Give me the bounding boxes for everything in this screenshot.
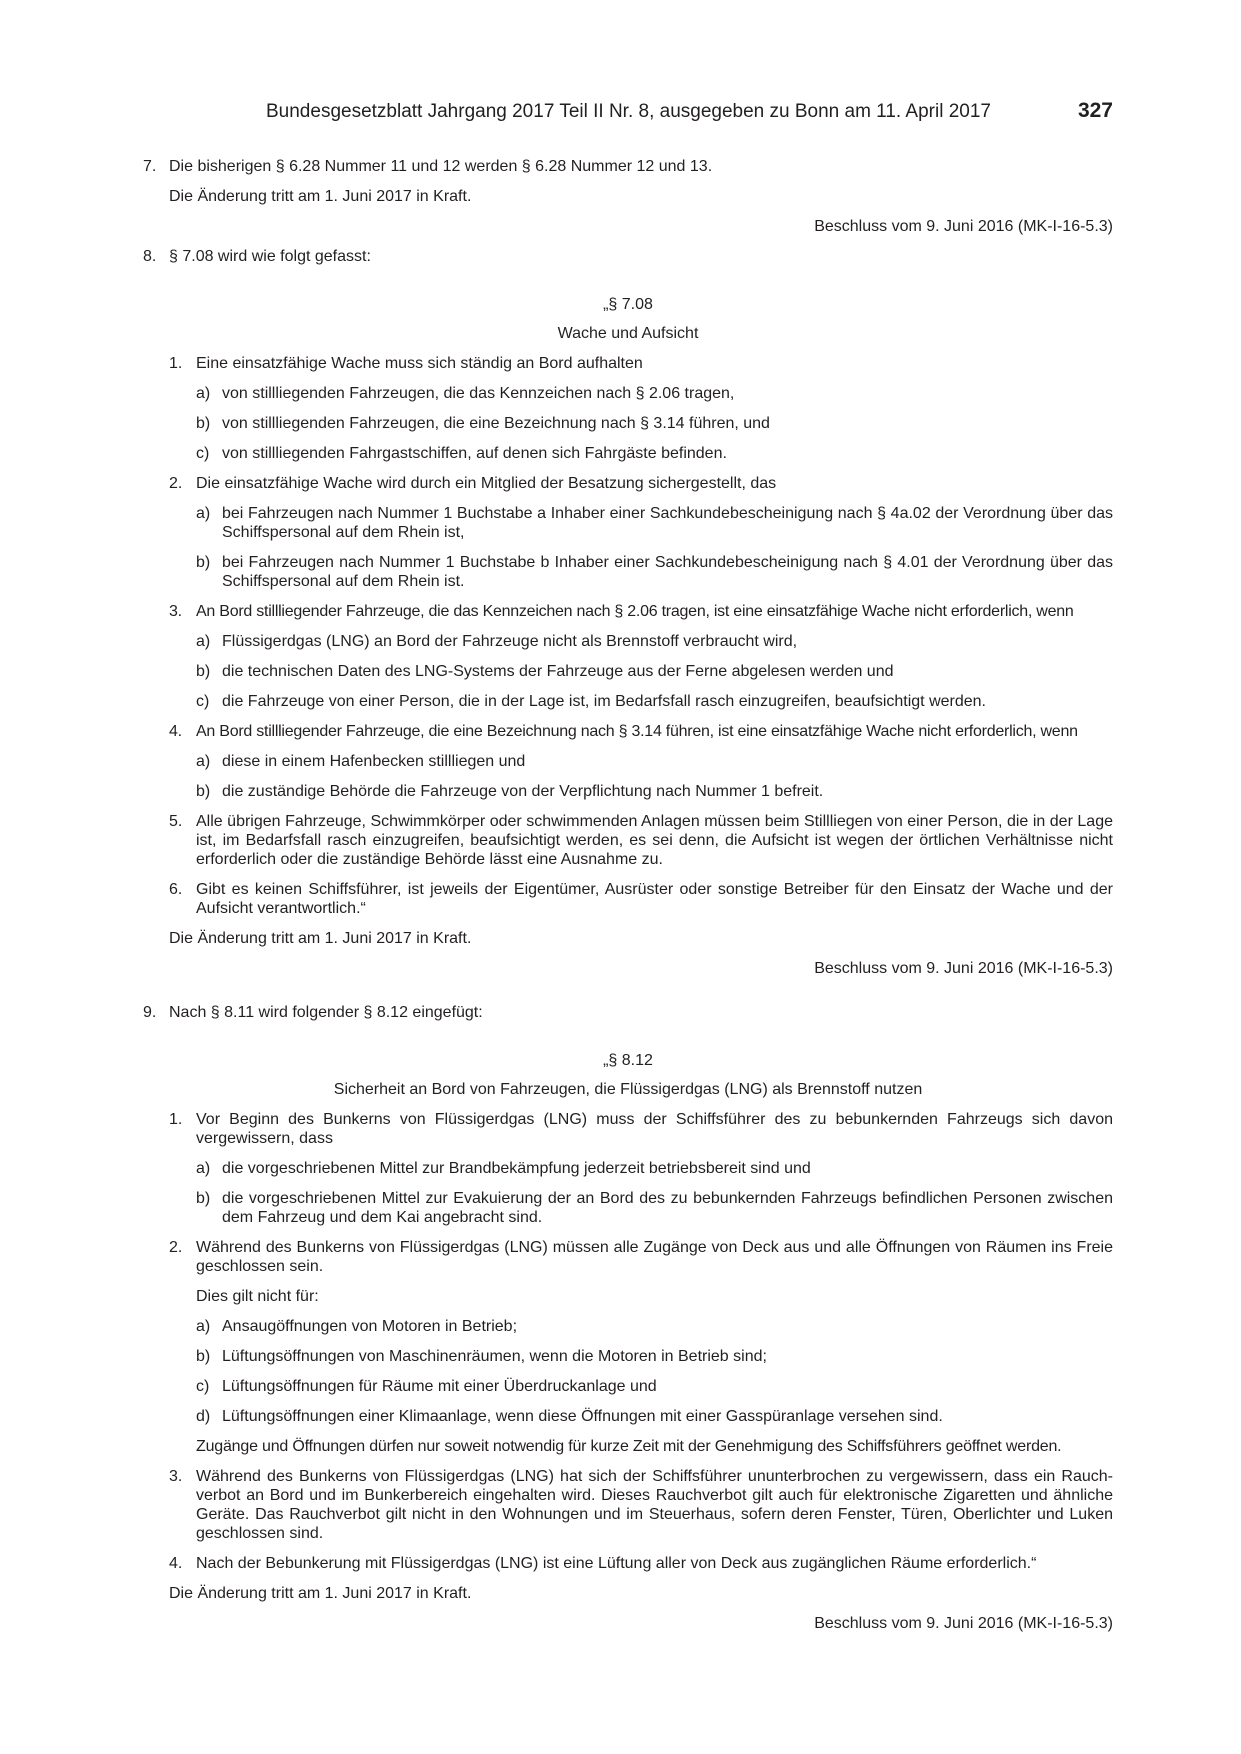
subpoint-text: die Fahrzeuge von einer Person, die in der Lage ist, im Bedarfsfall rasch einzugreifen, beaufsichtigt werden.: [222, 693, 986, 710]
item-text: § 7.08 wird wie folgt gefasst:: [169, 248, 371, 265]
page-number: 327: [1077, 99, 1113, 122]
change-note: Die Änderung tritt am 1. Juni 2017 in Kraft.: [169, 930, 472, 947]
decision-reference: Beschluss vom 9. Juni 2016 (MK-I-16-5.3): [814, 1615, 1113, 1632]
point-number: 6.: [169, 881, 183, 898]
subpoint-letter: b): [196, 1348, 211, 1365]
subpoint-text: die zuständige Behörde die Fahrzeuge von der Verpflichtung nach Nummer 1 befreit.: [222, 783, 824, 800]
item-7: [143, 157, 1113, 176]
subpoint-letter: b): [196, 1190, 211, 1207]
point-4: [143, 1554, 1113, 1573]
subpoint-letter: c): [196, 1378, 210, 1395]
subpoint-text: Flüssigerdgas (LNG) an Bord der Fahrzeuge nicht als Brennstoff verbraucht wird,: [222, 633, 798, 650]
subpoint-text: von stillliegenden Fahrgastschiffen, auf denen sich Fahrgäste befinden.: [222, 445, 727, 462]
item-text: Nach § 8.11 wird folgender § 8.12 eingefügt:: [169, 1004, 483, 1021]
point-6: [143, 880, 1113, 918]
point-2: [143, 474, 1113, 493]
point-number: 4.: [169, 1555, 183, 1572]
subpoint-text: Lüftungsöffnungen einer Klimaanlage, wenn diese Öffnungen mit einer Gasspüranlage versehen sind.: [222, 1408, 943, 1425]
item-number: 8.: [143, 248, 157, 265]
point-number: 4.: [169, 723, 182, 740]
header-title: Bundesgesetzblatt Jahrgang 2017 Teil II Nr. 8, ausgegeben zu Bonn am 11. April 2017: [266, 101, 991, 122]
change-note: Die Änderung tritt am 1. Juni 2017 in Kraft.: [169, 1585, 472, 1602]
point-number: 5.: [169, 813, 183, 830]
section-number: „§ 7.08: [603, 296, 653, 313]
subpoint-text: diese in einem Hafenbecken stillliegen und: [222, 753, 526, 770]
subpoint-text: bei Fahrzeugen nach Nummer 1 Buchstabe b Inhaber einer Sachkundebescheinigung nach § 4.01 der Verordnung über das Schiffspersonal auf dem Rhein ist.: [222, 554, 1113, 590]
point-number: 3.: [169, 1468, 183, 1485]
subpoint: [143, 504, 1113, 542]
subpoint: [143, 632, 1113, 651]
subpoint: [143, 444, 1113, 463]
decision-reference: Beschluss vom 9. Juni 2016 (MK-I-16-5.3): [814, 218, 1113, 235]
subpoint-letter: b): [196, 554, 211, 571]
point-1: [143, 1110, 1113, 1148]
item-number: 7.: [143, 158, 157, 175]
subpoint: [143, 692, 1113, 711]
point-number: 1.: [169, 1111, 183, 1128]
item-text: Die bisherigen § 6.28 Nummer 11 und 12 werden § 6.28 Nummer 12 und 13.: [169, 158, 713, 175]
point-text: An Bord stillliegender Fahrzeuge, die das Kennzeichen nach § 2.06 tragen, ist eine einsatzfähige Wache nicht erforderlich, wenn: [196, 603, 1074, 620]
subpoint-letter: b): [196, 415, 211, 432]
item-9: [143, 1003, 1113, 1022]
document-body: [143, 157, 1113, 1644]
subpoint-text: von stillliegenden Fahrzeugen, die das Kennzeichen nach § 2.06 tragen,: [222, 385, 735, 402]
subpoint: [143, 1317, 1113, 1336]
point-3: [143, 1467, 1113, 1543]
subpoint-text: bei Fahrzeugen nach Nummer 1 Buchstabe a Inhaber einer Sachkundebescheinigung nach § 4a.02 der Verordnung über das Schiffspersonal auf dem Rhein ist,: [222, 505, 1113, 541]
subpoint-letter: c): [196, 445, 210, 462]
item-number: 9.: [143, 1004, 157, 1021]
subpoint-text: die vorgeschriebenen Mittel zur Evakuierung der an Bord des zu bebunkernden Fahrzeugs befindlichen Personen zwischen dem Fahrzeug und dem Kai angebracht sind.: [222, 1190, 1113, 1226]
subpoint-letter: a): [196, 1160, 211, 1177]
subpoint: [143, 384, 1113, 403]
subpoint: [143, 553, 1113, 591]
subpoint-text: die technischen Daten des LNG-Systems der Fahrzeuge aus der Ferne abgelesen werden und: [222, 663, 894, 680]
subpoint-letter: b): [196, 783, 211, 800]
subpoint-text: Lüftungsöffnungen von Maschinenräumen, wenn die Motoren in Betrieb sind;: [222, 1348, 767, 1365]
subpoint: [143, 752, 1113, 771]
change-note: Die Änderung tritt am 1. Juni 2017 in Kraft.: [169, 188, 472, 205]
point-text: Vor Beginn des Bunkerns von Flüssigerdgas (LNG) muss der Schiffsführer des zu bebunkernden Fahrzeugs sich davon vergewissern, dass: [196, 1111, 1113, 1147]
subpoint-letter: a): [196, 753, 211, 770]
point-number: 2.: [169, 475, 183, 492]
point-number: 2.: [169, 1239, 183, 1256]
point-text: Während des Bunkerns von Flüssigerdgas (LNG) hat sich der Schiffsführer ununterbrochen zu vergewissern, dass ein Rauch-verbot an Bord und im Bunkerbereich eingehalten wird. Dieses Rauchverbot gilt auch für elektronische Zigaretten und ähnliche Geräte. Das Rauchverbot gilt nicht in den Wohnungen und im Steuerhaus, sofern deren Fenster, Türen, Oberlichter und Luken geschlossen sind.: [196, 1468, 1113, 1542]
subpoint: [143, 1347, 1113, 1366]
point-text: Nach der Bebunkerung mit Flüssigerdgas (LNG) ist eine Lüftung aller von Deck aus zugänglichen Räume erforderlich.“: [196, 1555, 1037, 1572]
subpoint-letter: a): [196, 505, 211, 522]
point-1: [143, 354, 1113, 373]
point-5: [143, 812, 1113, 869]
subpoint-letter: a): [196, 633, 211, 650]
subpoint-letter: c): [196, 693, 210, 710]
subpoint-letter: a): [196, 385, 211, 402]
subpoint-letter: d): [196, 1408, 211, 1425]
point-text: Eine einsatzfähige Wache muss sich ständig an Bord aufhalten: [196, 355, 643, 372]
subpoint: [143, 1407, 1113, 1426]
subpoint: [143, 782, 1113, 801]
subpoint: [143, 1159, 1113, 1178]
closing-note: Zugänge und Öffnungen dürfen nur soweit notwendig für kurze Zeit mit der Genehmigung des Schiffsführers geöffnet werden.: [196, 1438, 1062, 1455]
point-text: An Bord stillliegender Fahrzeuge, die eine Bezeichnung nach § 3.14 führen, ist eine einsatzfähige Wache nicht erforderlich, wenn: [196, 723, 1078, 740]
page-header: [266, 100, 1113, 126]
section-title: Wache und Aufsicht: [557, 325, 699, 342]
section-number: „§ 8.12: [603, 1052, 653, 1069]
item-8: [143, 247, 1113, 266]
exception-intro: Dies gilt nicht für:: [196, 1288, 319, 1305]
subpoint-text: Ansaugöffnungen von Motoren in Betrieb;: [222, 1318, 518, 1335]
subpoint-text: von stillliegenden Fahrzeugen, die eine Bezeichnung nach § 3.14 führen, und: [222, 415, 770, 432]
subpoint-letter: a): [196, 1318, 211, 1335]
subpoint: [143, 662, 1113, 681]
point-2: [143, 1238, 1113, 1276]
subpoint-text: Lüftungsöffnungen für Räume mit einer Überdruckanlage und: [222, 1378, 657, 1395]
point-text: Gibt es keinen Schiffsführer, ist jeweils der Eigentümer, Ausrüster oder sonstige Betreiber für den Einsatz der Wache und der Aufsicht verantwortlich.“: [196, 881, 1113, 917]
subpoint-text: die vorgeschriebenen Mittel zur Brandbekämpfung jederzeit betriebsbereit sind und: [222, 1160, 811, 1177]
decision-reference: Beschluss vom 9. Juni 2016 (MK-I-16-5.3): [814, 960, 1113, 977]
point-4: [143, 722, 1113, 741]
subpoint-letter: b): [196, 663, 211, 680]
subpoint: [143, 1377, 1113, 1396]
point-number: 1.: [169, 355, 183, 372]
point-3: [143, 602, 1113, 621]
point-number: 3.: [169, 603, 182, 620]
point-text: Die einsatzfähige Wache wird durch ein Mitglied der Besatzung sichergestellt, das: [196, 475, 777, 492]
subpoint: [143, 414, 1113, 433]
subpoint: [143, 1189, 1113, 1227]
point-text: Alle übrigen Fahrzeuge, Schwimmkörper oder schwimmenden Anlagen müssen beim Stillliegen von einer Person, die in der Lage ist, im Bedarfsfall rasch einzugreifen, beaufsichtigt werden, es sei denn, die Aufsicht ist wegen der örtlichen Verhältnisse nicht erforderlich oder die zuständige Behörde lässt eine Ausnahme zu.: [196, 813, 1113, 868]
point-text: Während des Bunkerns von Flüssigerdgas (LNG) müssen alle Zugänge von Deck aus und alle Öffnungen von Räumen ins Freie geschlossen sein.: [196, 1239, 1113, 1275]
section-title: Sicherheit an Bord von Fahrzeugen, die Flüssigerdgas (LNG) als Brennstoff nutzen: [333, 1081, 923, 1098]
